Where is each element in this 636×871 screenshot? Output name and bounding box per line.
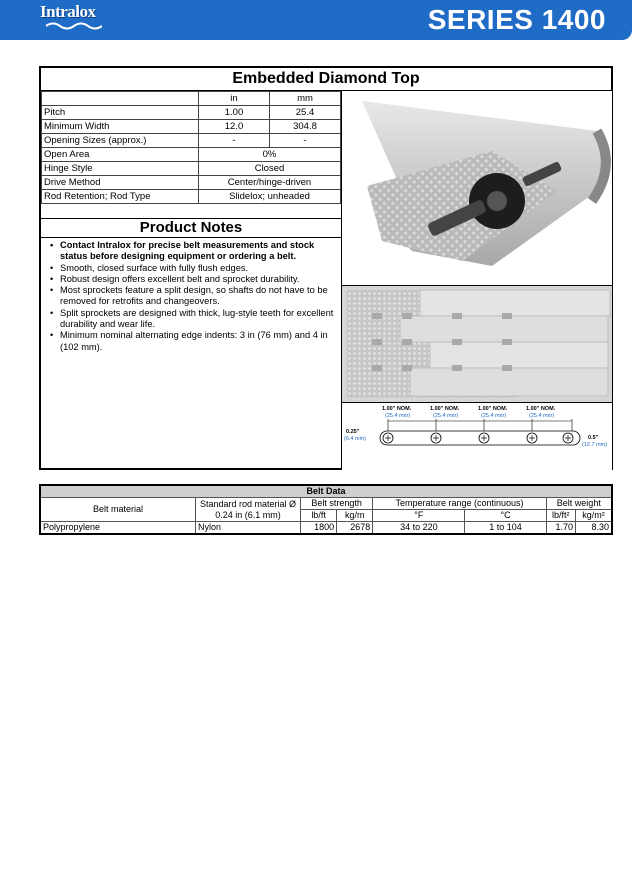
spec-label: Opening Sizes (approx.) — [42, 134, 199, 148]
header-belt-weight: Belt weight — [546, 498, 612, 510]
spec-mm-value: 25.4 — [270, 106, 341, 120]
spec-label: Pitch — [42, 106, 199, 120]
cell-strength-kg: 2678 — [337, 522, 373, 535]
note-item: • Contact Intralox for precise belt measurements and stock status before designing equipment or ordering a belt. — [49, 240, 339, 263]
belt-data-row — [40, 522, 612, 535]
header-belt-material: Belt material — [40, 498, 196, 522]
belt-data-table — [39, 484, 613, 535]
spec-label: Rod Retention; Rod Type — [42, 190, 199, 204]
pitch-label: 1.00" NOM. — [382, 406, 412, 412]
spec-label: Hinge Style — [42, 162, 199, 176]
note-item: • Smooth, closed surface with fully flush edges. — [49, 263, 339, 274]
cell-temp-c: 1 to 104 — [465, 522, 546, 535]
spec-mm-value: 304.8 — [270, 120, 341, 134]
spec-value: Slidelox; unheaded — [199, 190, 341, 204]
pitch-diagram-drawing — [342, 403, 612, 469]
logo-wave-icon — [46, 21, 102, 30]
header-temperature: Temperature range (continuous) — [373, 498, 546, 510]
pitch-label: 1.00" NOM. — [430, 406, 460, 412]
spec-in-value: - — [199, 134, 270, 148]
product-notes-title: Product Notes — [41, 218, 341, 238]
belt-sprocket-illustration — [342, 91, 612, 285]
intralox-logo: Intralox — [40, 2, 96, 21]
unit-strength-kg: kg/m — [337, 510, 373, 522]
cell-strength-lb: 1800 — [301, 522, 337, 535]
belt-sprocket-photo — [341, 91, 612, 286]
left-dim-label: 0.25" — [346, 429, 360, 435]
spec-value: 0% — [199, 148, 341, 162]
belt-data-header-row — [40, 498, 612, 510]
unit-temp-c: °C — [465, 510, 546, 522]
spec-in-value: 1.00 — [199, 106, 270, 120]
spec-value: Closed — [199, 162, 341, 176]
spec-value: Center/hinge-driven — [199, 176, 341, 190]
pitch-mm-label: (25.4 mm) — [385, 413, 411, 419]
series-title: SERIES 1400 — [427, 4, 606, 35]
spec-label: Drive Method — [42, 176, 199, 190]
pitch-mm-label: (25.4 mm) — [481, 413, 507, 419]
unit-temp-f: °F — [373, 510, 465, 522]
product-notes-list — [49, 240, 339, 353]
unit-strength-lb: lb/ft — [301, 510, 337, 522]
pitch-mm-label: (25.4 mm) — [529, 413, 555, 419]
spec-row-open-area — [42, 148, 341, 162]
pitch-label: 1.00" NOM. — [478, 406, 508, 412]
spec-col-mm: mm — [270, 92, 341, 106]
header-rod-material: Standard rod material Ø 0.24 in (6.1 mm) — [196, 498, 301, 522]
spec-col-in: in — [199, 92, 270, 106]
spec-header-row — [42, 92, 341, 106]
page-header — [0, 0, 636, 40]
note-item: • Most sprockets feature a split design, so shafts do not have to be removed for retrofits and changeovers. — [49, 285, 339, 308]
cell-temp-f: 34 to 220 — [373, 522, 465, 535]
note-item: • Split sprockets are designed with thick, lug-style teeth for excellent durability and wear life. — [49, 308, 339, 331]
header-belt-strength: Belt strength — [301, 498, 373, 510]
product-spec-box — [39, 66, 613, 470]
unit-weight-kg: kg/m² — [575, 510, 612, 522]
spec-row-rod — [42, 190, 341, 204]
note-item: • Minimum nominal alternating edge indents: 3 in (76 mm) and 4 in (102 mm). — [49, 330, 339, 353]
belt-surface-illustration — [342, 286, 612, 402]
unit-weight-lb: lb/ft² — [546, 510, 575, 522]
spec-table — [41, 91, 341, 204]
belt-data-title-row — [40, 485, 612, 498]
spec-header-blank — [42, 92, 199, 106]
pitch-diagram — [341, 402, 612, 469]
spec-row-pitch — [42, 106, 341, 120]
pitch-mm-label: (25.4 mm) — [433, 413, 459, 419]
cell-rod: Nylon — [196, 522, 301, 535]
spec-row-drive — [42, 176, 341, 190]
cell-weight-kg: 8.30 — [575, 522, 612, 535]
left-dim-mm-label: (6.4 mm) — [344, 436, 366, 442]
spec-row-opening — [42, 134, 341, 148]
right-dim-label: 0.5" — [588, 435, 599, 441]
spec-mm-value: - — [270, 134, 341, 148]
pitch-label: 1.00" NOM. — [526, 406, 556, 412]
note-item: • Robust design offers excellent belt and sprocket durability. — [49, 274, 339, 285]
spec-row-hinge — [42, 162, 341, 176]
right-dim-mm-label: (12.7 mm) — [582, 442, 608, 448]
spec-in-value: 12.0 — [199, 120, 270, 134]
spec-row-min-width — [42, 120, 341, 134]
spec-label: Open Area — [42, 148, 199, 162]
spec-label: Minimum Width — [42, 120, 199, 134]
belt-data-title: Belt Data — [40, 485, 612, 498]
cell-weight-lb: 1.70 — [546, 522, 575, 535]
product-title: Embedded Diamond Top — [41, 68, 611, 92]
cell-material: Polypropylene — [40, 522, 196, 535]
